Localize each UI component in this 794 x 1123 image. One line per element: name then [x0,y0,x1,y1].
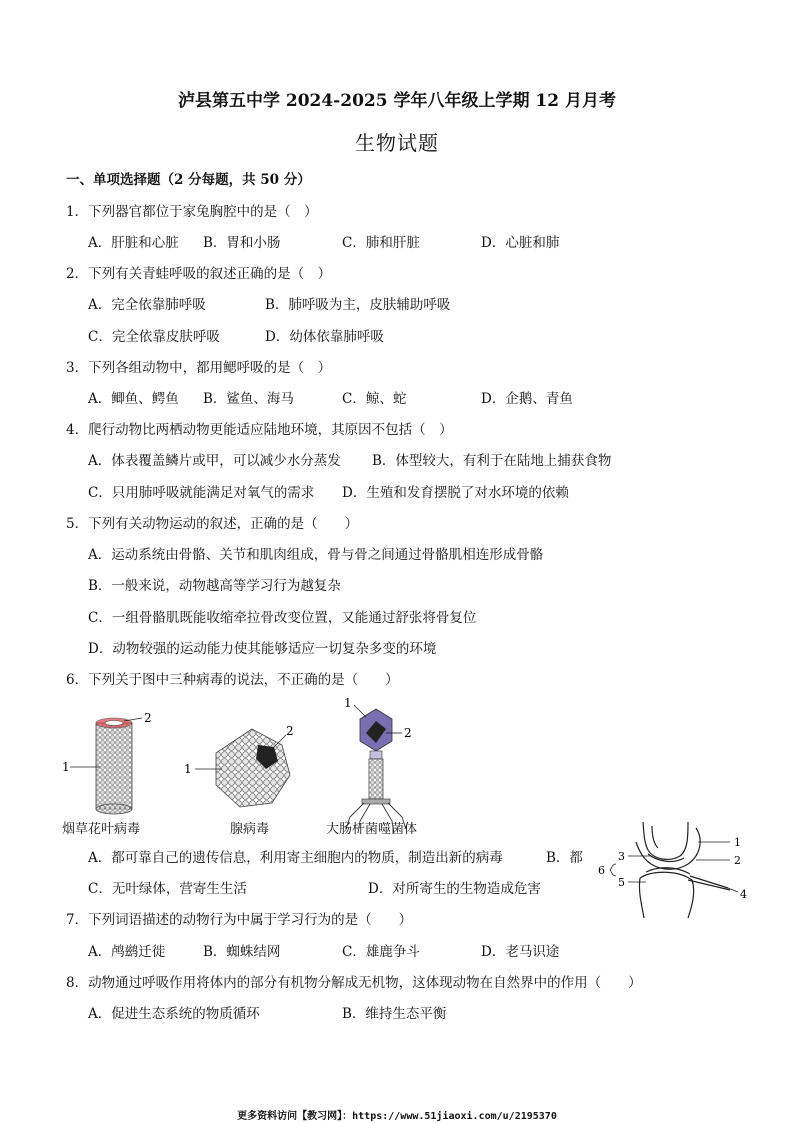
option-b: B．胃和小肠 [203,235,281,251]
option-d: D．对所寄生的生物造成危害 [368,881,541,897]
caption-bacteriophage: 大肠杆菌噬菌体 [326,822,418,837]
option-b: B．鲨鱼、海马 [203,391,294,407]
caption-tobacco-mosaic-virus: 烟草花叶病毒 [62,822,141,837]
option-a: A．肝脏和心脏 [88,235,179,251]
question-stem: 6．下列关于图中三种病毒的说法，不正确的是（ ） [66,672,399,688]
exam-subtitle: 生物试题 [355,131,439,155]
option-a: A．都可靠自己的遗传信息，利用寄主细胞内的物质，制造出新的病毒 [88,850,503,866]
section-heading: 一、单项选择题（2 分每题，共 50 分） [66,172,311,188]
option-a: A．完全依靠肺呼吸 [88,297,206,313]
option-c: C．无叶绿体，营寄生生活 [88,881,247,897]
option-c: C．雄鹿争斗 [342,944,420,960]
option-b: B．维持生态平衡 [342,1006,447,1022]
caption-adenovirus: 腺病毒 [230,822,270,837]
joint-number-5: 5 [618,876,625,889]
adenovirus-drawing [195,729,290,807]
option-d: D．生殖和发育摆脱了对水环境的依赖 [342,485,569,501]
joint-figure [588,820,778,920]
label-number-2: 2 [286,724,294,738]
option-c: C．鲸、蛇 [342,391,407,407]
option-c: C．一组骨骼肌既能收缩牵拉骨改变位置，又能通过舒张将骨复位 [88,610,477,626]
option-b: B．都 [546,850,583,866]
option-d: D．企鹅、青鱼 [481,391,573,407]
label-number-1: 1 [344,696,352,710]
option-d: D．心脏和肺 [481,235,560,251]
option-a: A．运动系统由骨骼、关节和肌肉组成，骨与骨之间通过骨骼肌相连形成骨骼 [88,547,544,563]
label-number-1: 1 [62,760,70,774]
joint-number-6: 6 [598,864,605,877]
question-stem: 7．下列词语描述的动物行为中属于学习行为的是（ ） [66,912,413,928]
question-stem: 4．爬行动物比两栖动物更能适应陆地环境，其原因不包括（ ） [66,422,453,438]
joint-number-3: 3 [618,850,625,863]
option-a: A．促进生态系统的物质循环 [88,1006,260,1022]
option-c: C．肺和肝脏 [342,235,420,251]
option-c: C．只用肺呼吸就能满足对氧气的需求 [88,485,315,501]
option-b: B．蜘蛛结网 [203,944,281,960]
option-a: A．鲫鱼、鳄鱼 [88,391,179,407]
label-number-1: 1 [184,762,192,776]
label-number-2: 2 [144,711,152,725]
question-stem: 1．下列器官都位于家兔胸腔中的是（ ） [66,204,318,220]
option-d: D．幼体依靠肺呼吸 [265,329,384,345]
joint-number-1: 1 [734,836,741,849]
label-number-2: 2 [404,726,412,740]
joint-number-2: 2 [734,854,741,867]
option-b: B．体型较大，有利于在陆地上捕获食物 [372,453,612,469]
option-d: D．动物较强的运动能力使其能够适应一切复杂多变的环境 [88,641,437,657]
option-a: A．体表覆盖鳞片或甲，可以减少水分蒸发 [88,453,341,469]
tobacco-mosaic-virus-drawing [70,718,142,814]
footer-link[interactable]: 更多资料访问【教习网】：https://www.51jiaoxi.com/u/2195370 [237,1111,557,1122]
question-stem: 3．下列各组动物中，都用鳃呼吸的是（ ） [66,360,332,376]
option-a: A．鸬鹚迁徙 [88,944,166,960]
exam-title: 泸县第五中学 2024-2025 学年八年级上学期 12 月月考 [177,91,616,111]
option-b: B．一般来说，动物越高等学习行为越复杂 [88,578,341,594]
option-b: B．肺呼吸为主，皮肤辅助呼吸 [265,297,451,313]
question-stem: 2．下列有关青蛙呼吸的叙述正确的是（ ） [66,266,332,282]
joint-number-4: 4 [740,888,747,901]
option-d: D．老马识途 [481,944,560,960]
option-c: C．完全依靠皮肤呼吸 [88,329,220,345]
question-stem: 5．下列有关动物运动的叙述，正确的是（ ） [66,516,359,532]
bacteriophage-drawing [346,705,406,833]
question-stem: 8．动物通过呼吸作用将体内的部分有机物分解成无机物，这体现动物在自然界中的作用（ ） [66,975,642,991]
